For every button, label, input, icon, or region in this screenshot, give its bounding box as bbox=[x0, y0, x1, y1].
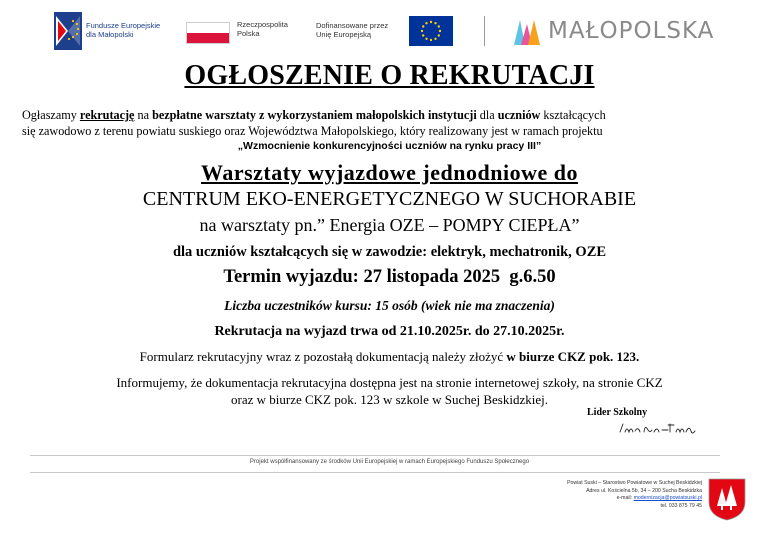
rp-line2: Polska bbox=[237, 29, 260, 38]
workshop-title: Warsztaty wyjazdowe jednodniowe do bbox=[201, 160, 578, 185]
documentation-line2: oraz w biurze CKZ pok. 123 w szkole w Suchej Beskidzkiej. bbox=[231, 392, 548, 407]
eu-flag-icon bbox=[409, 16, 453, 46]
eu-star bbox=[438, 34, 440, 36]
rp-logo-text bbox=[237, 20, 307, 38]
county-coat-of-arms-icon bbox=[705, 476, 749, 522]
intro-free-workshops: bezpłatne warsztaty z wykorzystaniem małopolskich instytucji bbox=[152, 108, 477, 122]
term-time: g.6.50 bbox=[500, 267, 556, 287]
term-date: 27 listopada 2025 bbox=[363, 267, 501, 287]
form-info-text: Formularz rekrutacyjny wraz z pozostałą dokumentacją należy złożyć bbox=[139, 349, 507, 364]
address-line2: Adres ul. Kościelna 5b, 34 – 200 Sucha Beskidzka bbox=[586, 487, 702, 494]
eu-star bbox=[422, 34, 424, 36]
page-title: OGŁOSZENIE O REKRUTACJI bbox=[184, 60, 595, 91]
eu-star bbox=[421, 30, 423, 32]
ue-logo-text bbox=[316, 21, 408, 39]
project-name: „Wzmocnienie konkurencyjności uczniów na rynku pracy III” bbox=[237, 140, 542, 152]
leader-role: Lider Szkolny bbox=[587, 407, 648, 418]
address-phone: tel. 033 875 79 45 bbox=[660, 502, 702, 509]
workshop-term bbox=[0, 267, 779, 288]
workshop-place: CENTRUM EKO-ENERGETYCZNEGO W SUCHORABIE bbox=[142, 188, 637, 210]
eu-star bbox=[425, 38, 427, 40]
logo-divider bbox=[484, 16, 485, 46]
footer-divider-bottom bbox=[30, 472, 720, 473]
form-info bbox=[0, 349, 779, 365]
fe-line1: Fundusze Europejskie bbox=[86, 21, 161, 30]
handwritten-signature bbox=[618, 420, 698, 436]
eu-star bbox=[430, 21, 432, 23]
intro-text: dla bbox=[476, 108, 498, 122]
term-label: Termin wyjazdu: bbox=[223, 267, 364, 287]
eu-star bbox=[425, 22, 427, 24]
recruitment-period: Rekrutacja na wyjazd trwa od 21.10.2025r. do 27.10.2025r. bbox=[214, 324, 565, 339]
ue-line1: Dofinansowane przez bbox=[316, 21, 389, 30]
intro-students: uczniów bbox=[497, 108, 541, 122]
intro-paragraph bbox=[22, 107, 758, 139]
logo-bar bbox=[0, 0, 779, 56]
ue-line2: Unię Europejską bbox=[316, 30, 372, 39]
email-label: e-mail: bbox=[616, 495, 634, 501]
poland-flag bbox=[186, 22, 230, 44]
address-email-row bbox=[530, 495, 702, 503]
email-link[interactable]: modernizacja@powiatsuski.pl bbox=[633, 495, 702, 501]
eu-star bbox=[434, 38, 436, 40]
eu-star bbox=[422, 25, 424, 27]
footer-address bbox=[530, 480, 702, 510]
fundusze-europejskie-logo bbox=[54, 12, 82, 50]
workshop-audience: dla uczniów kształcących się w zawodzie: elektryk, mechatronik, OZE bbox=[172, 244, 607, 260]
rp-line1: Rzeczpospolita bbox=[237, 20, 288, 29]
form-info-office: w biurze CKZ pok. 123. bbox=[506, 349, 640, 364]
eu-star bbox=[438, 25, 440, 27]
address-line1: Powiat Suski – Starostwo Powiatowe w Suchej Beskidzkiej bbox=[567, 480, 702, 486]
intro-text: kształcących bbox=[540, 108, 606, 122]
eu-star bbox=[430, 39, 432, 41]
eu-star bbox=[439, 30, 441, 32]
documentation-line1: Informujemy, że dokumentacja rekrutacyjna dostępna jest na stronie internetowej szkoły, na stronie CKZ bbox=[116, 375, 663, 390]
fe-line2: dla Małopolski bbox=[86, 30, 134, 39]
eu-star bbox=[434, 22, 436, 24]
workshop-name: na warsztaty pn.” Energia OZE – POMPY CIEPŁA” bbox=[199, 215, 580, 235]
malopolska-wordmark: MAŁOPOLSKA bbox=[548, 18, 715, 44]
footer-cofunding-note: Projekt współfinansowany ze środków Unii Europejskiej w ramach Europejskiego Funduszu Społecznego bbox=[249, 459, 530, 465]
participants-info: Liczba uczestników kursu: 15 osób (wiek nie ma znaczenia) bbox=[224, 298, 555, 313]
footer-divider-top bbox=[30, 455, 720, 456]
intro-line2: się zawodowo z terenu powiatu suskiego oraz Województwa Małopolskiego, który realizowany jest w ramach projektu bbox=[22, 124, 603, 138]
documentation-info bbox=[0, 374, 779, 408]
intro-recruitment: rekrutację bbox=[79, 108, 135, 122]
malopolska-logo-icon bbox=[512, 18, 542, 46]
intro-text: na bbox=[134, 108, 153, 122]
fe-logo-text bbox=[86, 21, 176, 39]
intro-text: Ogłaszamy bbox=[22, 108, 80, 122]
